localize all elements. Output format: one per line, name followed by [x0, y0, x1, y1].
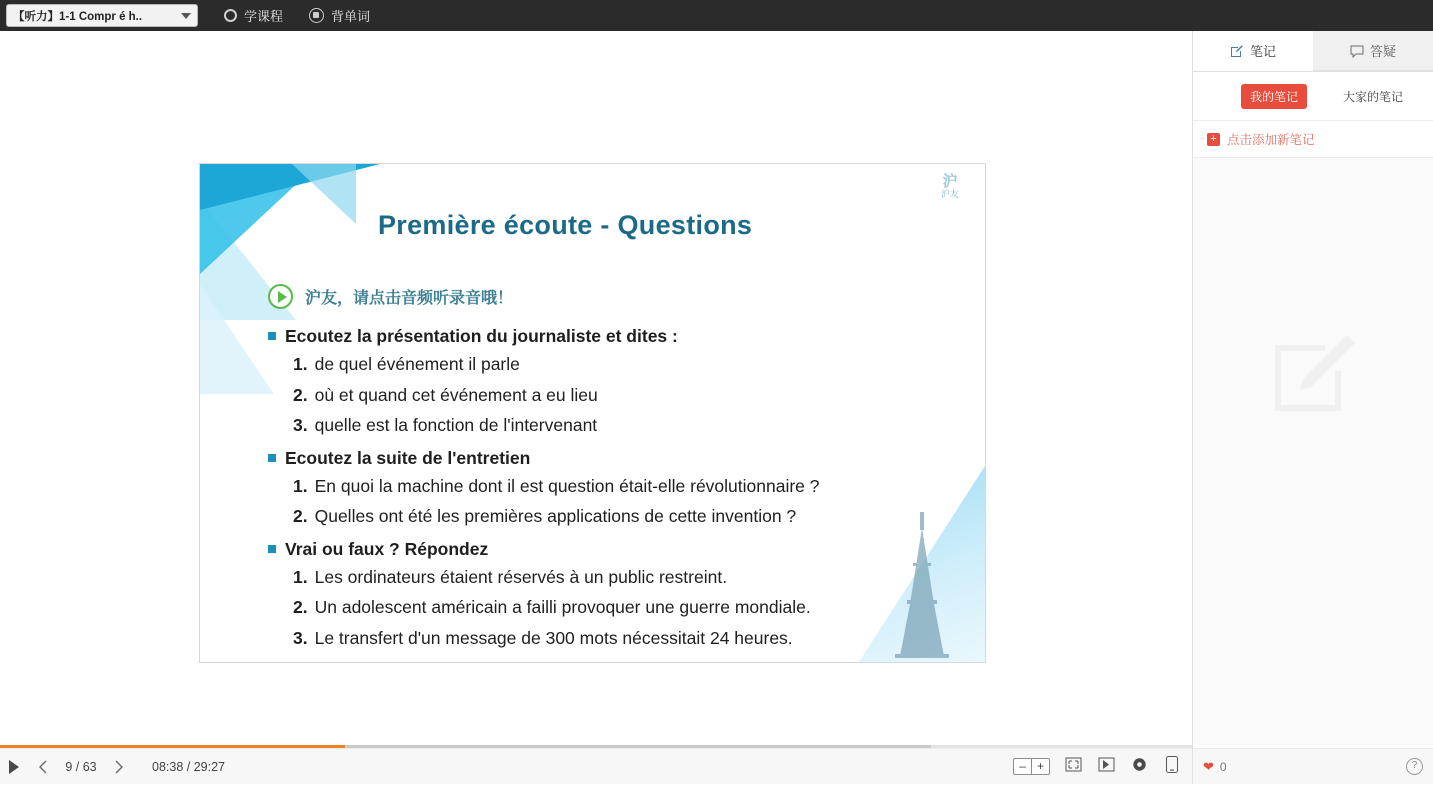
- player-controls-right: [1013, 757, 1182, 777]
- brand-logo-text: 沪友: [940, 189, 959, 199]
- question-block: [268, 326, 965, 441]
- question-block-heading: [268, 326, 965, 347]
- play-audio-icon[interactable]: [268, 284, 293, 309]
- note-pencil-icon: [1269, 331, 1357, 424]
- nav-item-courses[interactable]: [224, 6, 283, 25]
- question-item-text: En quoi la machine dont il est question était-elle révolutionnaire ?: [314, 475, 820, 496]
- panel-footer: [1192, 748, 1433, 784]
- settings-button[interactable]: [1129, 757, 1149, 777]
- question-item-number: 3.: [293, 627, 308, 648]
- subtab-everyone-notes[interactable]: 大家的笔记: [1343, 89, 1404, 104]
- question-item: [293, 349, 965, 380]
- question-item-number: 1.: [293, 566, 308, 587]
- right-panel: [1192, 31, 1433, 745]
- slide-content: [268, 319, 965, 653]
- question-item-number: 1.: [293, 354, 308, 374]
- square-bullet-icon: [268, 454, 276, 462]
- course-selector[interactable]: [6, 4, 198, 27]
- brand-logo-mark: 沪: [942, 173, 958, 190]
- question-item-text: quelle est la fonction de l'intervenant: [314, 415, 598, 435]
- play-icon: [9, 760, 19, 774]
- subtab-my-notes[interactable]: 我的笔记: [1241, 84, 1307, 109]
- word-icon: [309, 8, 324, 23]
- question-item: [293, 501, 965, 532]
- slide-decor-shape-e: [292, 164, 356, 224]
- question-item: [293, 592, 965, 623]
- notes-empty-state: [1193, 331, 1433, 424]
- question-item-text: où et quand cet événement a eu lieu: [314, 384, 598, 405]
- zoom-controls[interactable]: [1013, 758, 1050, 775]
- qa-bubble-icon: [1350, 44, 1364, 58]
- audio-prompt: [268, 284, 513, 309]
- question-item: [293, 410, 965, 441]
- add-note-label: 点击添加新笔记: [1227, 133, 1315, 147]
- zoom-out-button[interactable]: –: [1019, 759, 1026, 773]
- help-button[interactable]: ?: [1406, 758, 1423, 775]
- video-stage[interactable]: [0, 31, 1192, 745]
- brand-logo: [929, 173, 971, 200]
- ring-icon: [224, 9, 237, 22]
- question-item-number: 3.: [293, 415, 308, 435]
- square-bullet-icon: [268, 545, 276, 553]
- like-count: 0: [1219, 759, 1227, 774]
- tab-notes-label: 笔记: [1249, 44, 1276, 59]
- question-item-text: Un adolescent américain a failli provoquer une guerre mondiale.: [314, 597, 811, 617]
- question-item-text: Quelles ont été les premières applications de cette invention ?: [314, 506, 797, 526]
- nav-item-vocabulary-label: 背单词: [331, 9, 371, 24]
- audio-prompt-text: 沪友，请点击音频听录音哦！: [305, 290, 514, 307]
- tab-notes[interactable]: [1193, 31, 1313, 71]
- gear-icon: [1131, 756, 1148, 778]
- question-block-heading-text: Ecoutez la présentation du journaliste et dites :: [285, 326, 678, 346]
- question-item-number: 2.: [293, 597, 308, 617]
- question-block-heading-text: Vrai ou faux ? Répondez: [285, 538, 489, 559]
- caption-icon: [1098, 757, 1115, 777]
- question-block-heading-text: Ecoutez la suite de l'entretien: [285, 447, 531, 468]
- nav-item-courses-label: 学课程: [244, 9, 284, 24]
- play-button[interactable]: [0, 749, 28, 785]
- time-indicator: 08:38 / 29:27: [152, 759, 225, 774]
- notes-subtabs: [1193, 72, 1433, 121]
- square-bullet-icon: [268, 332, 276, 340]
- zoom-in-button[interactable]: +: [1031, 759, 1049, 774]
- fullscreen-icon: [1065, 757, 1082, 777]
- question-block: [268, 539, 965, 654]
- question-item: [293, 471, 965, 502]
- question-block-heading: [268, 448, 965, 469]
- question-item-number: 2.: [293, 506, 308, 526]
- top-bar: [0, 0, 1433, 32]
- player-controls: [0, 748, 1192, 784]
- question-item-text: de quel événement il parle: [314, 354, 520, 374]
- player-controls-left: [0, 749, 225, 785]
- add-note-button[interactable]: [1193, 121, 1433, 158]
- fullscreen-button[interactable]: [1063, 757, 1083, 777]
- chevron-down-icon: [181, 13, 191, 19]
- question-item-number: 1.: [293, 475, 308, 496]
- plus-icon: +: [1207, 133, 1220, 146]
- slide: [199, 163, 986, 663]
- course-selector-label: 【听力】1-1 Compr é h..: [13, 10, 143, 23]
- right-panel-tabs: [1193, 31, 1433, 72]
- question-item: [293, 623, 965, 654]
- question-item: [293, 562, 965, 593]
- nav-item-vocabulary[interactable]: [309, 6, 370, 25]
- question-block: [268, 448, 965, 532]
- mobile-icon: [1166, 756, 1178, 778]
- caption-button[interactable]: [1096, 757, 1116, 777]
- slide-title: Première écoute - Questions: [378, 210, 753, 240]
- next-slide-button[interactable]: [104, 749, 134, 785]
- question-item: [293, 380, 965, 411]
- question-item-text: Le transfert d'un message de 300 mots nécessitait 24 heures.: [314, 627, 793, 648]
- question-item-number: 2.: [293, 384, 308, 405]
- question-item-text: Les ordinateurs étaient réservés à un public restreint.: [314, 566, 728, 587]
- question-block-heading: [268, 539, 965, 560]
- note-edit-icon: [1230, 44, 1244, 58]
- page-indicator: 9 / 63: [65, 759, 97, 774]
- prev-slide-button[interactable]: [28, 749, 58, 785]
- mobile-button[interactable]: [1162, 757, 1182, 777]
- tab-qa-label: 答疑: [1369, 44, 1396, 59]
- heart-icon[interactable]: ❤: [1203, 758, 1214, 774]
- tab-qa[interactable]: [1313, 31, 1433, 71]
- slide-decor-shape-d: [200, 284, 274, 394]
